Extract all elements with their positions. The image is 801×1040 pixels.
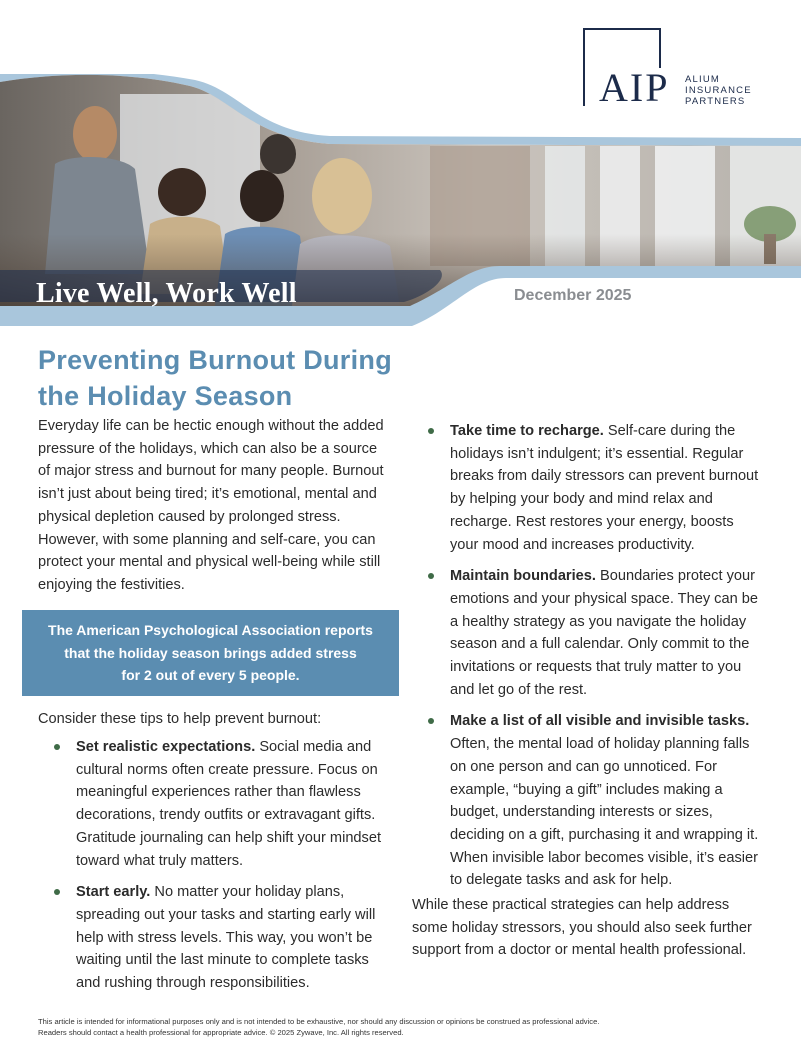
list-item <box>38 736 390 872</box>
disclaimer-line: This article is intended for informational purposes only and is not intended to be exhaustive, nor should any discussion or opinions be construed as professional advice. <box>38 1017 600 1026</box>
tip-text: Social media and cultural norms often create pressure. Focus on meaningful experiences rather than flawless decorations, trendy outfits or extravagant gifts. Gratitude journaling can help shift your mindset toward what truly matters. <box>76 739 382 869</box>
callout-line: that the holiday season brings added stress <box>64 644 357 661</box>
list-item <box>412 420 764 556</box>
statistic-callout <box>22 610 399 696</box>
logo-line: INSURANCE <box>685 85 752 96</box>
list-item <box>412 710 764 892</box>
disclaimer-line: Readers should contact a health professional for appropriate advice. © 2025 Zywave, Inc. All rights reserved. <box>38 1027 404 1037</box>
callout-line: for 2 out of every 5 people. <box>121 667 300 683</box>
list-item <box>38 881 390 995</box>
tip-text: Often, the mental load of holiday planning falls on one person and can go unnoticed. For example, “buying a gift” includes making a budget, understanding interests or sizes, deciding on a gift, purchasing it and wrapping it. When invisible labor becomes visible, it’s easier to delegate tasks and ask for help. <box>450 736 759 889</box>
tip-heading: Set realistic expectations. <box>76 739 256 755</box>
closing-paragraph: While these practical strategies can help address some holiday stressors, you should also seek further support from a doctor or mental health professional. <box>412 897 752 959</box>
tip-heading: Take time to recharge. <box>450 423 604 439</box>
logo-mark: AIP <box>597 68 673 108</box>
bullet-icon <box>428 428 434 434</box>
tip-heading: Make a list of all visible and invisible tasks. <box>450 713 750 730</box>
logo-line: PARTNERS <box>685 96 746 107</box>
newsletter-title: Live Well, Work Well <box>36 278 297 309</box>
tips-list-left <box>38 736 390 1004</box>
tip-text: No matter your holiday plans, spreading out your tasks and starting early will help with stress levels. This way, you won’t be waiting until the last minute to complete tasks and rushing through responsibilities. <box>76 884 376 992</box>
callout-line: The American Psychological Association reports <box>48 622 373 638</box>
tip-heading: Maintain boundaries. <box>450 568 596 585</box>
tip-heading: Start early. <box>76 884 151 901</box>
bullet-icon <box>428 718 434 724</box>
logo-line: ALIUM <box>685 74 721 85</box>
bullet-icon <box>54 889 60 895</box>
tips-intro: Consider these tips to help prevent burnout: <box>38 711 322 727</box>
bullet-icon <box>54 744 60 750</box>
article-title: Preventing Burnout During the Holiday Season <box>38 345 392 411</box>
list-item <box>412 565 764 701</box>
bullet-icon <box>428 573 434 579</box>
left-column <box>38 415 388 597</box>
tips-list-right <box>412 420 764 901</box>
legal-disclaimer <box>38 1017 778 1038</box>
tip-text: Boundaries protect your emotions and your physical space. They can be a healthy strategy as you navigate the holiday season and a full calendar. Only commit to the invitations or requests that truly matter to you and let go of the rest. <box>450 568 759 698</box>
intro-paragraph: Everyday life can be hectic enough without the added pressure of the holidays, which can also be a source of major stress and burnout for many people. Burnout isn’t just about being tired; it’s emotional, mental and physical depletion caused by prolonged stress. However, with some planning and self-care, you can protect your mental and physical well-being while still enjoying the festivities. <box>38 418 384 593</box>
tip-text: Self-care during the holidays isn’t indulgent; it’s essential. Regular breaks from daily stressors can prevent burnout by helping your body and mind relax and recharge. Rest restores your energy, boosts your mood and increases productivity. <box>450 423 759 553</box>
issue-date: December 2025 <box>514 287 632 304</box>
